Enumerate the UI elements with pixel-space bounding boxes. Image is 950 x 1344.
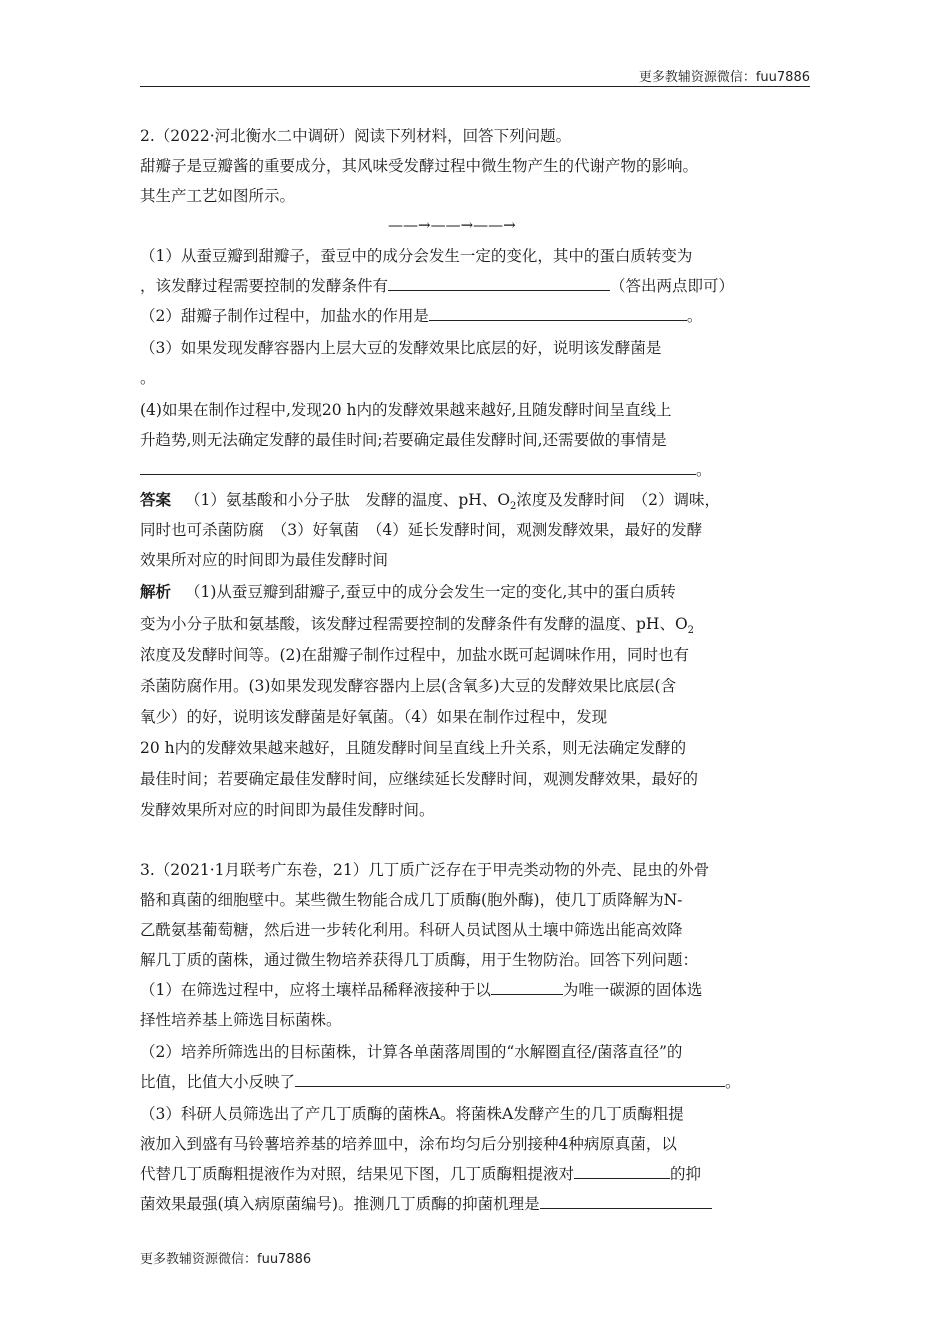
- q3-part3-line2: 液加入到盛有马铃薯培养基的培养皿中，涂布均匀后分别接种4种病原真菌，以: [140, 1135, 677, 1153]
- header-rule: [140, 86, 810, 87]
- q2-answer-line2: 同时也可杀菌防腐 （3）好氧菌 （4）延长发酵时间，观测发酵效果，最好的发酵: [140, 521, 703, 539]
- analysis-o2-subscript: 2: [687, 625, 695, 637]
- q2-part4-line1: (4)如果在制作过程中,发现20 h内的发酵效果越来越好,且随发酵时间呈直线上: [140, 401, 672, 419]
- q3-intro-line2: 骼和真菌的细胞壁中。某些微生物能合成几丁质酶(胞外酶)，使几丁质降解为N-: [140, 891, 683, 909]
- page-footer: 更多教辅资源微信：fuu7886: [140, 1252, 312, 1267]
- answer-o2-subscript: 2: [510, 501, 517, 513]
- q2-part1-blank[interactable]: [388, 276, 610, 291]
- q2-part4-blank[interactable]: [140, 460, 696, 475]
- q3-part3-blank2[interactable]: [540, 1194, 712, 1209]
- q3-part2-end: 。: [725, 1073, 741, 1091]
- q3-part1-line2: 择性培养基上筛选目标菌株。: [140, 1011, 342, 1029]
- q2-answer-line1: [140, 490, 720, 517]
- q2-part4-line2: 升趋势,则无法确定发酵的最佳时间;若要确定最佳发酵时间,还需要做的事情是: [140, 431, 667, 449]
- q2-analysis-line1: [140, 582, 676, 602]
- q3-part3-line4: [140, 1194, 712, 1214]
- q3-part3-line3: [140, 1164, 701, 1184]
- q2-part3-line2: 。: [140, 369, 156, 387]
- q2-analysis-line3: 浓度及发酵时间等。(2)在甜瓣子制作过程中，加盐水既可起调味作用，同时也有: [140, 646, 689, 664]
- q3-part1-text: （1）在筛选过程中，应将土壤样品稀释液接种于以: [140, 981, 491, 999]
- q2-analysis-line2: [140, 614, 694, 641]
- q2-part1-text: ，该发酵过程需要控制的发酵条件有: [140, 277, 389, 295]
- process-flow-arrows: ——→——→——→: [388, 216, 516, 234]
- q2-part3-line1: （3）如果发现发酵容器内上层大豆的发酵效果比底层的好，说明该发酵菌是: [140, 339, 662, 357]
- q2-part1-line2: [140, 276, 734, 296]
- q3-part2-blank[interactable]: [295, 1072, 725, 1087]
- q2-analysis-line5: 氧少）的好，说明该发酵菌是好氧菌。（4）如果在制作过程中，发现: [140, 708, 608, 726]
- q3-part2-line1: （2）培养所筛选出的目标菌株，计算各单菌落周围的“水解圈直径/菌落直径”的: [140, 1043, 683, 1061]
- analysis-text-1: （1)从蚕豆瓣到甜瓣子,蚕豆中的成分会发生一定的变化,其中的蛋白质转: [185, 583, 676, 601]
- q3-part2-text: 比值，比值大小反映了: [140, 1073, 296, 1091]
- answer-text-1b: 浓度及发酵时间 （2）调味，: [516, 491, 721, 509]
- q2-part4-end: 。: [696, 461, 712, 479]
- q3-part1-text-b: 为唯一碳源的固体选: [562, 981, 703, 999]
- answer-text-1: （1）氨基酸和小分子肽 发酵的温度、pH、O: [185, 491, 511, 509]
- page-header: 更多教辅资源微信：fuu7886: [638, 70, 810, 85]
- q3-part1-line1: [140, 980, 702, 1000]
- q2-part1-line1: （1）从蚕豆瓣到甜瓣子，蚕豆中的成分会发生一定的变化，其中的蛋白质转变为: [140, 247, 693, 265]
- q2-title: 2.（2022·河北衡水二中调研）阅读下列材料，回答下列问题。: [140, 127, 572, 145]
- q2-part2: [140, 306, 702, 326]
- q3-part2-line2: [140, 1072, 741, 1092]
- q3-part3-text-b: 的抑: [670, 1165, 702, 1183]
- answer-label: 答案: [140, 491, 172, 509]
- q2-part2-blank[interactable]: [429, 306, 687, 321]
- q2-intro-line2: 其生产工艺如图所示。: [140, 187, 296, 205]
- q3-intro-line4: 解几丁质的菌株，通过微生物培养获得几丁质酶，用于生物防治。回答下列问题：: [140, 951, 699, 969]
- q2-part2-end: 。: [686, 307, 703, 325]
- q3-part3-blank1[interactable]: [574, 1164, 670, 1179]
- q2-analysis-line6: 20 h内的发酵效果越来越好，且随发酵时间呈直线上升关系，则无法确定发酵的: [140, 739, 687, 757]
- analysis-text-2: 变为小分子肽和氨基酸，该发酵过程需要控制的发酵条件有发酵的温度、pH、O: [140, 615, 688, 633]
- q3-title: 3.（2021·1月联考广东卷，21）几丁质广泛存在于甲壳类动物的外壳、昆虫的外骨: [140, 861, 710, 879]
- q2-analysis-line4: 杀菌防腐作用。(3)如果发现发酵容器内上层(含氧多)大豆的发酵效果比底层(含: [140, 677, 677, 695]
- q2-part1-note: （答出两点即可）: [610, 277, 735, 295]
- q3-part3-text-c: 菌效果最强(填入病原菌编号)。推测几丁质酶的抑菌机理是: [140, 1195, 540, 1213]
- q3-intro-line3: 乙酰氨基葡萄糖，然后进一步转化利用。科研人员试图从土壤中筛选出能高效降: [140, 921, 683, 939]
- q3-part3-line1: （3）科研人员筛选出了产几丁质酶的菌株A。将菌株A发酵产生的几丁质酶粗提: [140, 1105, 684, 1123]
- q3-part3-text: 代替几丁质酶粗提液作为对照，结果见下图，几丁质酶粗提液对: [140, 1165, 575, 1183]
- q2-part4-line3: [140, 460, 712, 480]
- q2-intro-line1: 甜瓣子是豆瓣酱的重要成分，其风味受发酵过程中微生物产生的代谢产物的影响。: [140, 157, 699, 175]
- q3-part1-blank[interactable]: [491, 980, 563, 995]
- q2-analysis-line8: 发酵效果所对应的时间即为最佳发酵时间。: [140, 801, 435, 819]
- q2-answer-line3: 效果所对应的时间即为最佳发酵时间: [140, 551, 389, 569]
- q2-part2-text: （2）甜瓣子制作过程中，加盐水的作用是: [140, 307, 429, 325]
- q2-analysis-line7: 最佳时间；若要确定最佳发酵时间，应继续延长发酵时间，观测发酵效果，最好的: [140, 770, 699, 788]
- analysis-label: 解析: [140, 583, 172, 601]
